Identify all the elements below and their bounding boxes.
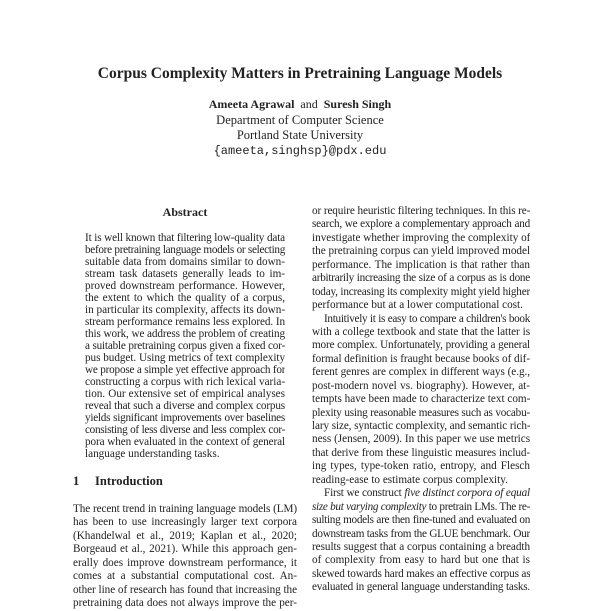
section-number: 1 — [73, 474, 80, 488]
email: {ameeta,singhsp}@pdx.edu — [213, 144, 387, 158]
text-line: performance but at a lower computational cost. — [312, 299, 523, 312]
abstract-heading: Abstract — [162, 205, 208, 219]
text-line: search, we explore a complementary approach and — [312, 218, 530, 231]
text-line: more complex. Unfortunately, providing a general — [312, 339, 530, 352]
text-line: ness (Jensen, 2009). In this paper we use metrics — [312, 433, 530, 446]
text-line: consisting of less diverse and less complex cor- — [85, 424, 285, 436]
text-line: pus budget. Using metrics of text complexity — [85, 352, 285, 364]
department: Department of Computer Science — [216, 113, 384, 127]
text-line: The recent trend in training language models (LM) — [73, 503, 297, 515]
text-line: yields significant improvements over baselines — [85, 412, 285, 424]
text-line: plexity using reasonable measures such as vocabu- — [312, 406, 530, 419]
text-line: post-modern novel vs. biography). However, at- — [312, 379, 530, 392]
section-title: Introduction — [95, 474, 163, 488]
text-line: we propose a simple yet effective approach for — [85, 364, 285, 376]
text-line: in particular its complexity, affects its down- — [85, 304, 285, 316]
text-line: pora when evaluated in the context of general — [85, 436, 285, 448]
text-line: arbitrarily increasing the size of a corpus as is done — [312, 272, 530, 285]
text-line: performance. The implication is that rather than — [312, 258, 530, 271]
text-line: this work, we address the problem of creating — [85, 328, 285, 340]
text-line: suitable data from domains similar to down- — [85, 256, 285, 268]
text-line: with a college textbook and state that the latter is — [312, 325, 530, 338]
text-line: reveal that such a diverse and complex corpus — [85, 400, 285, 412]
text-line: reading-ease to estimate corpus complexity. — [312, 473, 508, 486]
paragraph — [312, 205, 530, 313]
text-line: results suggest that a corpus containing a breadth — [312, 540, 530, 553]
text-line: Borgeaud et al., 2021). While this approach gen- — [73, 543, 297, 556]
paragraph — [312, 487, 530, 595]
text-line: skewed towards hard makes an effective corpus as — [312, 567, 530, 580]
emphasis: five distinct corpora of equal — [404, 487, 530, 500]
text-line: sulting models are then fine-tuned and evaluated on — [312, 514, 530, 527]
text-line: evaluated in general language understanding tasks. — [312, 581, 530, 594]
text-line: ferent genres are complex in different ways (e.g., — [312, 366, 530, 379]
text-line: other line of research has found that increasing the — [73, 583, 297, 596]
authors — [0, 97, 600, 112]
author-1: Ameeta Agrawal — [208, 97, 295, 111]
intro-left-column — [73, 503, 297, 611]
text-line: ing types, type-token ratio, entropy, and Flesch — [312, 460, 530, 473]
text-line: before pretraining language models or selecting — [85, 244, 285, 256]
text-line: erally does improve downstream performance, it — [73, 556, 297, 569]
text-line: the extent to which the quality of a corpus, — [85, 292, 285, 304]
text-line: of complexity from easy to hard but one that is — [312, 554, 530, 567]
intro-right-column — [312, 205, 530, 595]
text-line: language understanding tasks. — [85, 448, 220, 460]
text-line: stream performance remains less explored. In — [85, 316, 285, 328]
text-line: has been to use increasingly larger text corpora — [73, 516, 297, 529]
text-line: tempts have been made to characterize text com- — [312, 393, 530, 406]
text-line: proved downstream performance. However, — [85, 280, 285, 292]
emphasis: size but varying complexity — [312, 500, 427, 513]
author-conjunction: and — [300, 97, 318, 111]
text-line: comes at a substantial computational cost. An- — [73, 570, 297, 583]
text-line: Intuitively it is easy to compare a children's book — [324, 312, 530, 325]
text-line: or require heuristic filtering techniques. In this re- — [312, 205, 530, 217]
text-line: It is well known that filtering low-quality data — [85, 232, 285, 244]
text-line: tion. Our extensive set of empirical analyses — [85, 388, 285, 400]
text-line: pretraining data does not always improve the per- — [73, 597, 297, 610]
text-span: First we construct — [324, 487, 405, 500]
text-line: investigate whether improving the complexity of — [312, 231, 530, 244]
text-line: a suitable pretraining corpus given a fixed cor- — [85, 340, 285, 352]
text-line: downstream tasks from the GLUE benchmark. Our — [312, 527, 530, 540]
abstract-body — [85, 232, 285, 460]
text-line: that derive from these linguistic measures includ- — [312, 446, 530, 459]
text-line: the pretraining corpus can yield improved model — [312, 245, 530, 258]
paper-title: Corpus Complexity Matters in Pretraining Language Models — [97, 65, 503, 82]
text-line — [312, 501, 530, 514]
text-line: today, increasing its complexity might yield higher — [312, 285, 530, 298]
text-line: lary size, syntactic complexity, and semantic rich- — [312, 420, 530, 432]
text-line: (Khandelwal et al., 2019; Kaplan et al., 2020; — [73, 529, 297, 542]
university: Portland State University — [236, 128, 364, 142]
text-line: constructing a corpus with rich lexical varia- — [85, 376, 285, 388]
text-line: stream task datasets generally leads to im- — [85, 268, 285, 280]
text-line: formal definition is fraught because books of dif- — [312, 352, 530, 365]
intro-heading — [73, 474, 163, 489]
text-line — [312, 487, 530, 500]
text-span: to pretrain LMs. The re- — [426, 500, 530, 513]
author-2: Suresh Singh — [323, 97, 392, 111]
paragraph — [312, 313, 530, 488]
